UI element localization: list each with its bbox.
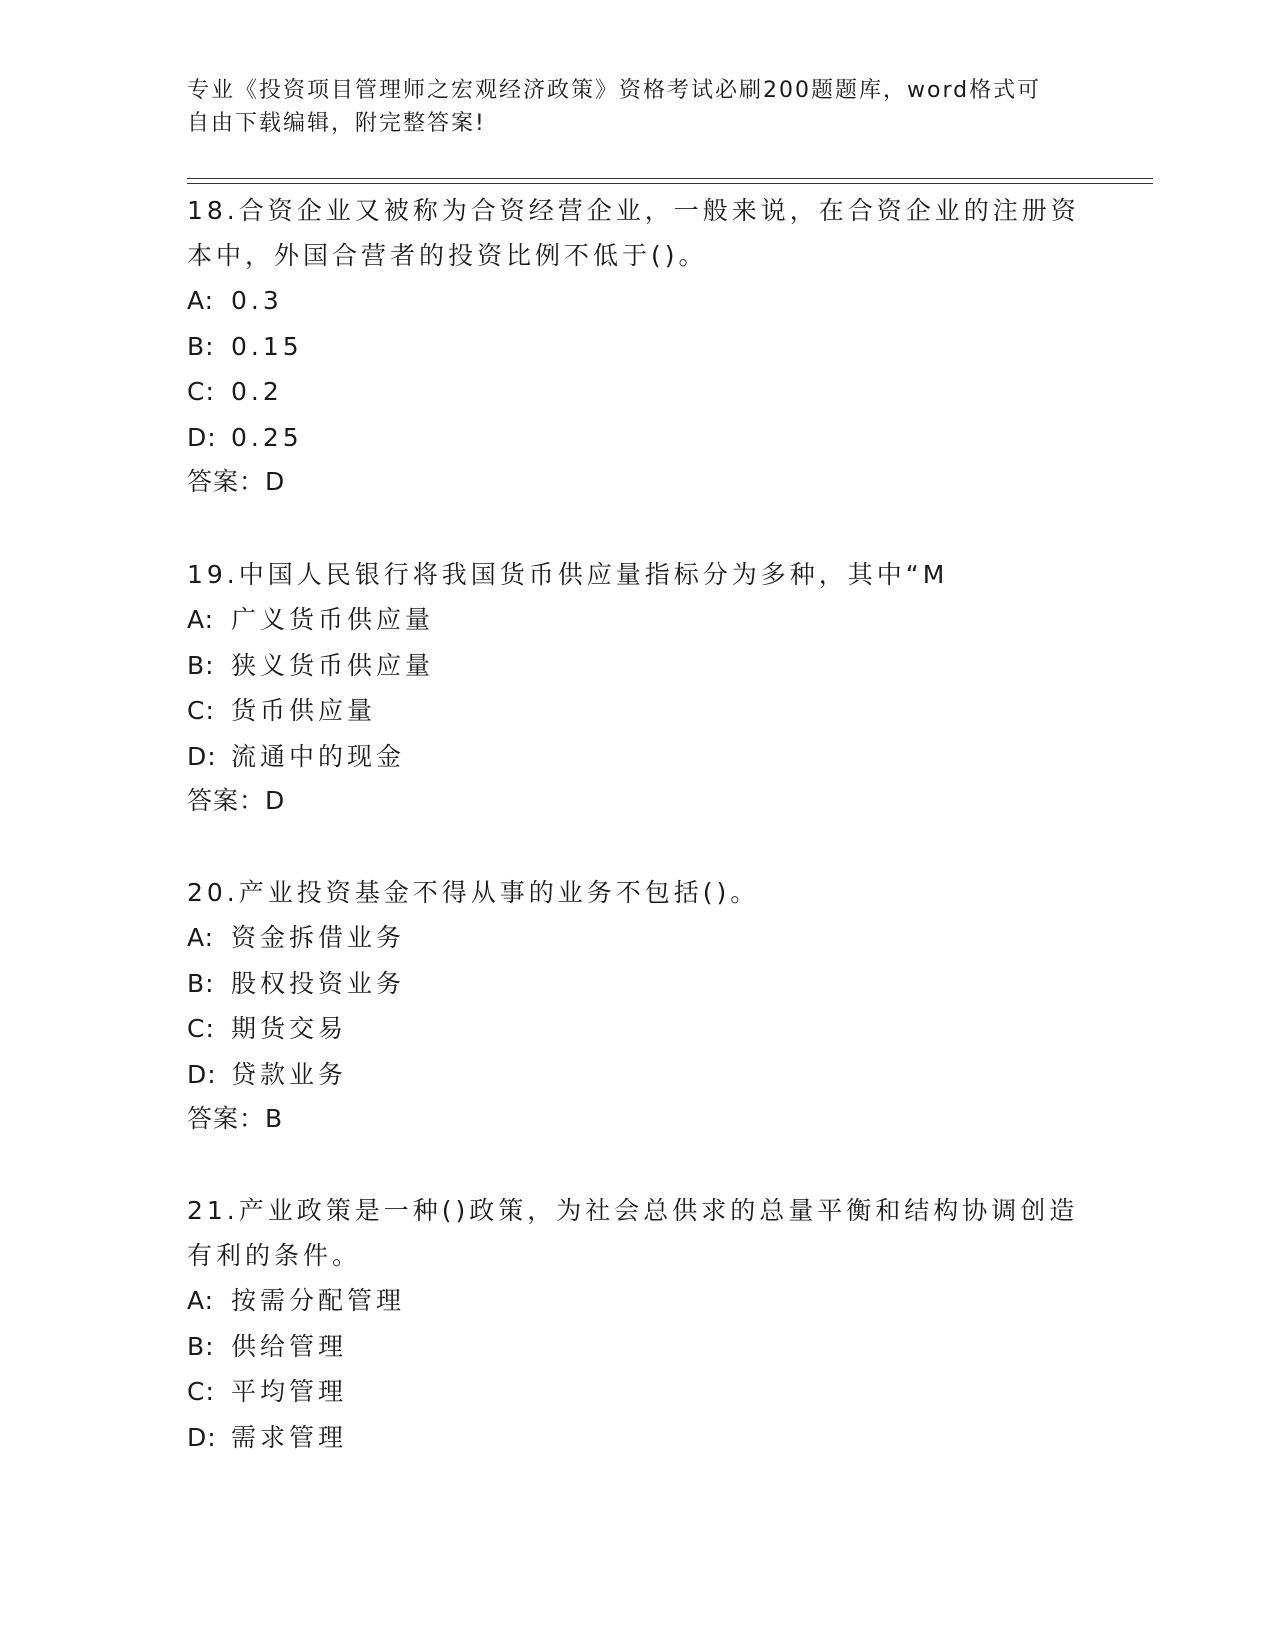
- option-text: 0.25: [231, 422, 303, 452]
- question-number: 19.: [187, 560, 239, 589]
- option-letter: D:: [187, 1059, 217, 1089]
- question-text: [187, 552, 1087, 597]
- option-letter: D:: [187, 1422, 217, 1452]
- document-header: [187, 74, 1067, 140]
- option-text: 狭义货币供应量: [231, 650, 435, 680]
- option-text: 需求管理: [231, 1422, 348, 1452]
- option-text: 供给管理: [231, 1331, 348, 1361]
- question-19: [187, 552, 1087, 823]
- question-stem-line-1: 产业投资基金不得从事的业务不包括()。: [238, 878, 760, 907]
- answer-line: 答案：B: [187, 1104, 284, 1133]
- option-letter: D:: [187, 422, 217, 452]
- question-text: [187, 870, 1087, 915]
- option-text: 0.3: [231, 286, 283, 315]
- question-number: 21.: [187, 1196, 239, 1225]
- option-a: [187, 597, 1087, 643]
- question-stem-line-2: 有利的条件。: [187, 1241, 362, 1270]
- option-letter: A:: [187, 605, 215, 634]
- header-line-1: 专业《投资项目管理师之宏观经济政策》资格考试必刷200题题库，word格式可: [187, 78, 1042, 103]
- option-letter: C:: [187, 1014, 215, 1043]
- option-text: 流通中的现金: [231, 741, 406, 771]
- question-18: [187, 188, 1087, 504]
- option-text: 期货交易: [231, 1014, 348, 1043]
- option-b: [187, 643, 1087, 689]
- option-d: [187, 1415, 1087, 1461]
- option-c: [187, 1369, 1087, 1415]
- option-c: [187, 369, 1087, 415]
- option-letter: B:: [187, 1331, 215, 1361]
- question-stem-line-1: 合资企业又被称为合资经营企业，一般来说，在合资企业的注册资: [238, 196, 1080, 225]
- header-divider-top: [187, 178, 1153, 179]
- option-text: 广义货币供应量: [231, 605, 435, 634]
- option-letter: A:: [187, 286, 215, 315]
- option-d: [187, 734, 1087, 780]
- option-b: [187, 324, 1087, 370]
- question-number: 18.: [187, 196, 239, 225]
- option-text: 资金拆借业务: [231, 923, 406, 952]
- question-21: [187, 1188, 1087, 1460]
- option-d: [187, 415, 1087, 461]
- answer-line: 答案：D: [187, 467, 286, 496]
- question-20: [187, 870, 1087, 1141]
- question-stem-line-1: 产业政策是一种()政策，为社会总供求的总量平衡和结构协调创造: [238, 1196, 1079, 1225]
- option-text: 货币供应量: [231, 696, 377, 725]
- option-letter: A:: [187, 1286, 215, 1315]
- option-text: 0.15: [231, 331, 303, 361]
- option-letter: C:: [187, 696, 215, 725]
- option-letter: B:: [187, 331, 215, 361]
- option-letter: B:: [187, 650, 215, 680]
- question-stem-line-2: 本中，外国合营者的投资比例不低于()。: [187, 241, 708, 270]
- question-text: [187, 1188, 1087, 1233]
- option-letter: D:: [187, 741, 217, 771]
- question-stem-line-1: 中国人民银行将我国货币供应量指标分为多种，其中“M: [238, 560, 949, 589]
- option-text: 平均管理: [231, 1377, 348, 1406]
- option-letter: C:: [187, 1377, 215, 1406]
- header-divider-bottom: [187, 183, 1153, 184]
- option-letter: B:: [187, 968, 215, 998]
- option-b: [187, 1324, 1087, 1370]
- option-b: [187, 961, 1087, 1007]
- option-d: [187, 1052, 1087, 1098]
- option-letter: A:: [187, 923, 215, 952]
- option-c: [187, 688, 1087, 734]
- option-c: [187, 1006, 1087, 1052]
- option-text: 贷款业务: [231, 1059, 348, 1089]
- option-text: 股权投资业务: [231, 968, 406, 998]
- option-letter: C:: [187, 377, 215, 406]
- header-line-2: 自由下载编辑，附完整答案!: [187, 111, 486, 136]
- option-a: [187, 915, 1087, 961]
- question-number: 20.: [187, 878, 239, 907]
- question-text: [187, 188, 1087, 233]
- answer-line: 答案：D: [187, 786, 286, 815]
- option-a: [187, 1278, 1087, 1324]
- option-text: 按需分配管理: [231, 1286, 406, 1315]
- option-text: 0.2: [231, 377, 283, 406]
- option-a: [187, 278, 1087, 324]
